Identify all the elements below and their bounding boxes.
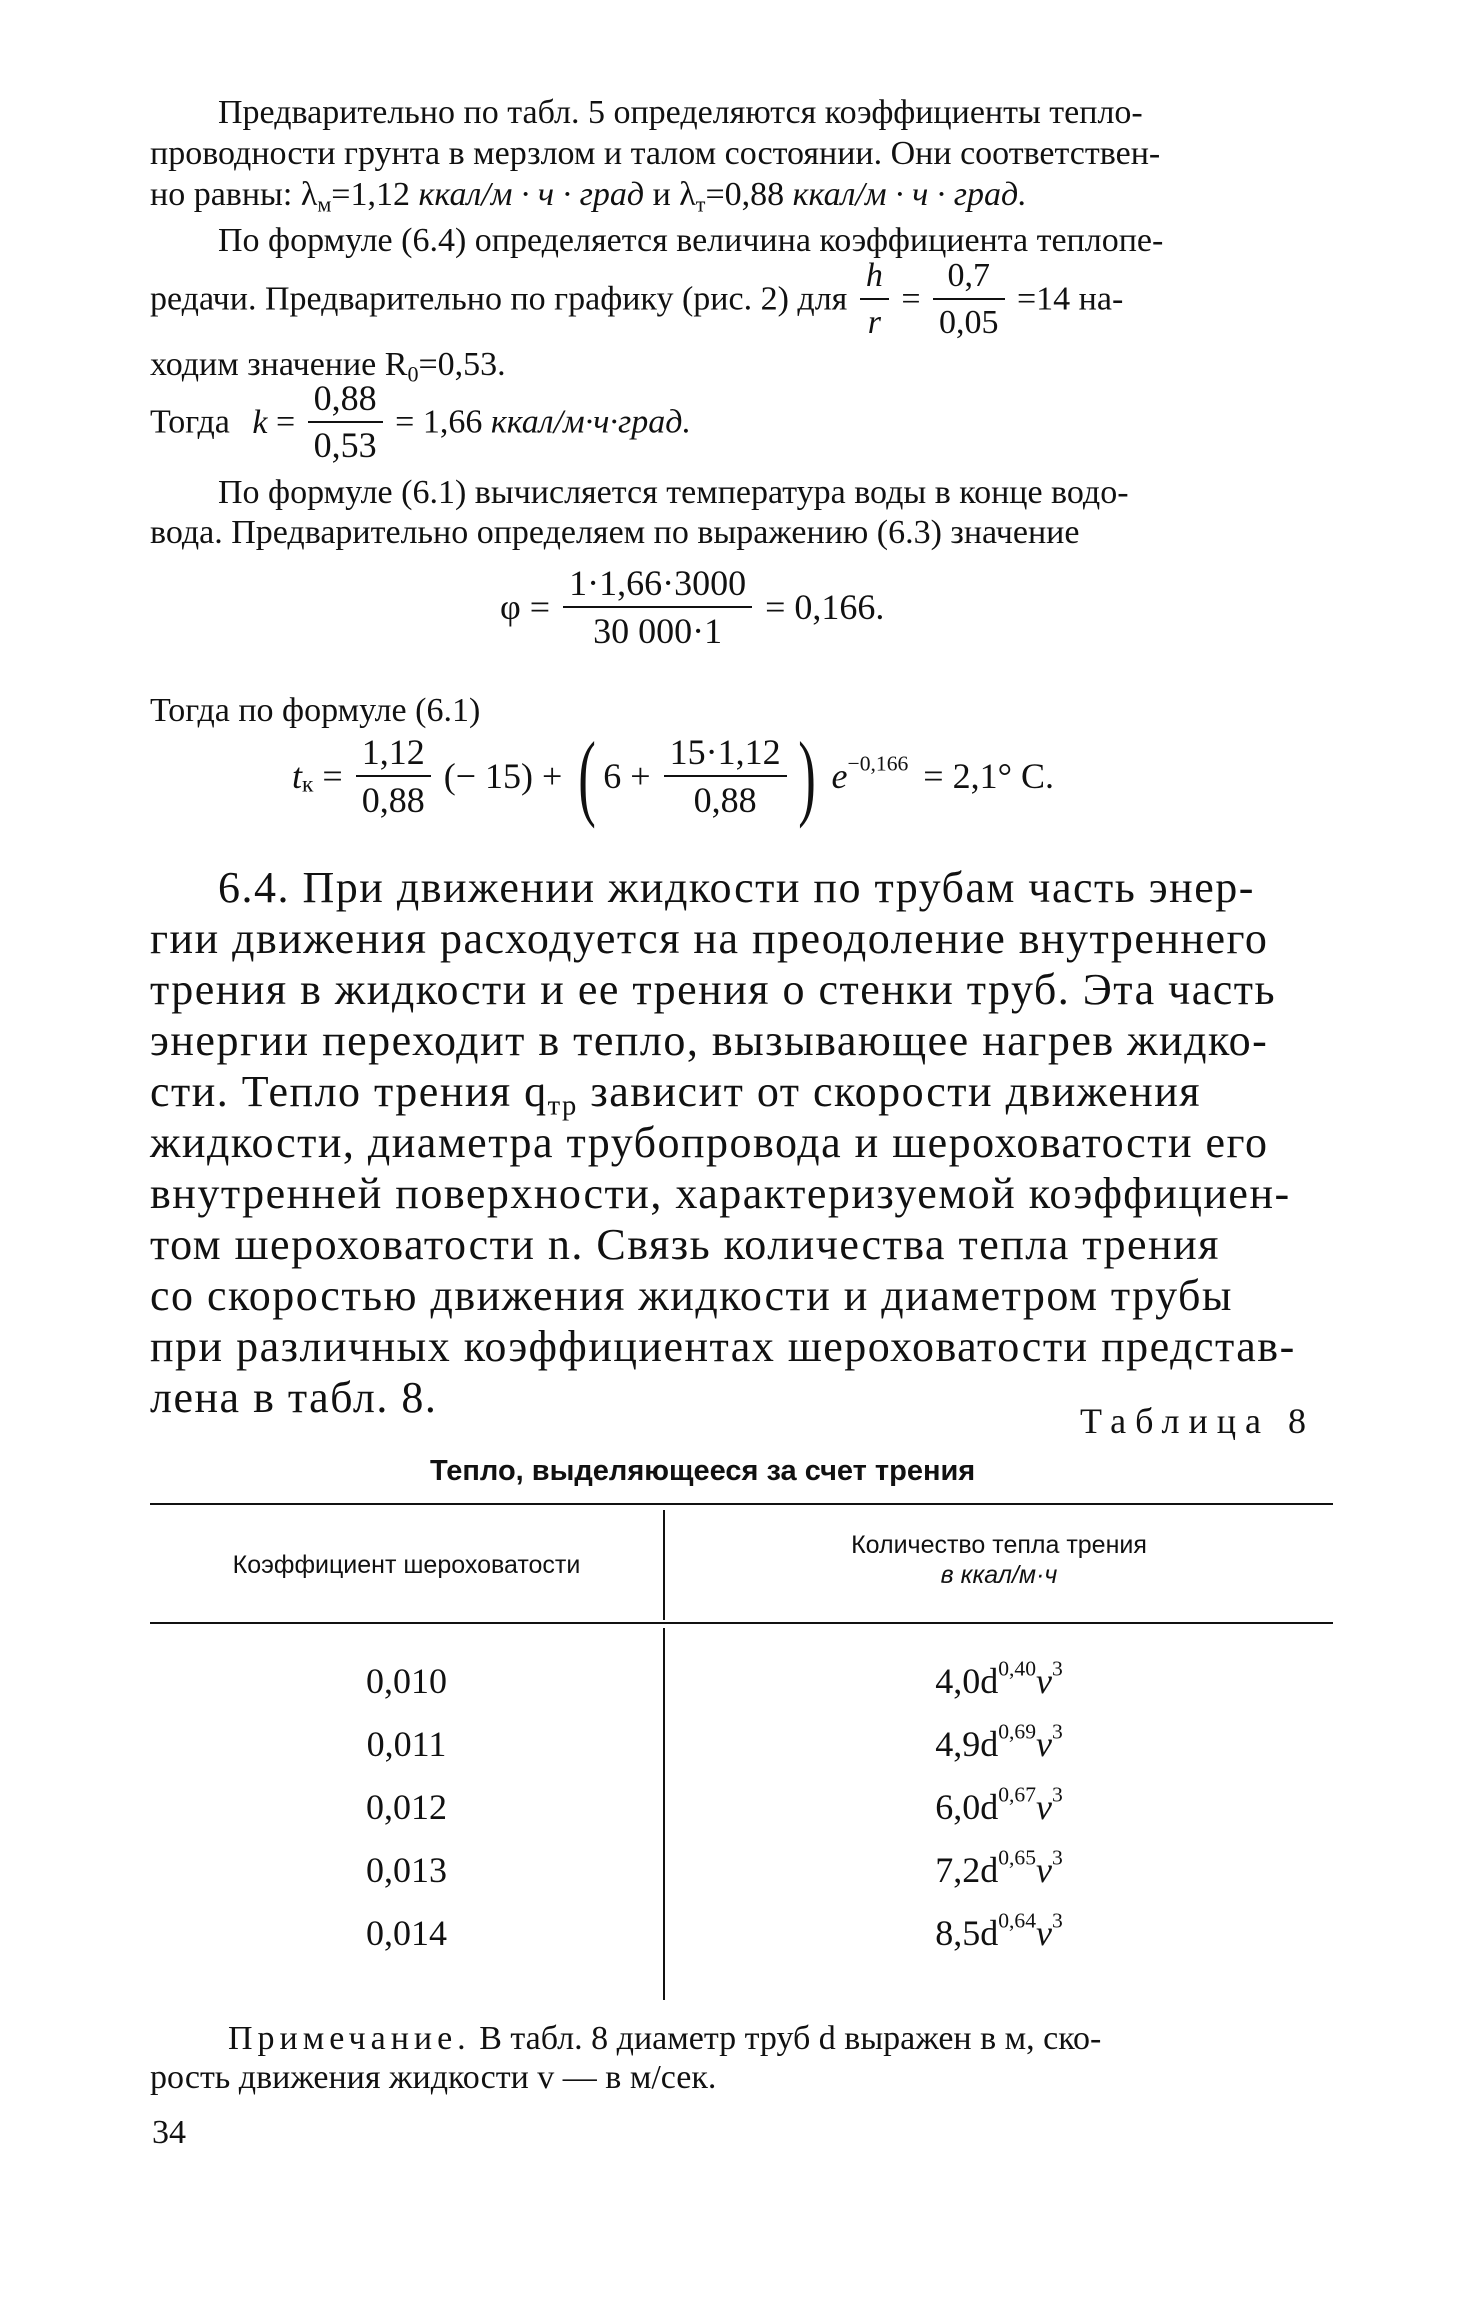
- section-line-2: гии движения расходуется на преодоление внутреннего: [150, 914, 1269, 963]
- section-line-3: трения в жидкости и ее трения о стенки труб. Эта часть: [150, 965, 1277, 1014]
- phi-formula: φ = $\frac{1\cdot 1,66\cdot 3000}{30 000\cdot 1}$ = 0,166.: [500, 563, 885, 651]
- table-header-rule: [150, 1622, 1333, 1624]
- section-line-4: энергии переходит в тепло, вызывающее нагрев жидко-: [150, 1016, 1269, 1065]
- table-top-rule: [150, 1503, 1333, 1505]
- para2-line2: редачи. Предварительно по графику (рис. 2) для $\frac{h}{r}$ = $\frac{0,7}{0,05}$ =14 на-: [150, 257, 1124, 341]
- para2-line3: ходим значение $R_0=0,53$.: [150, 346, 506, 387]
- table-row-5-coef: 0,014: [366, 1913, 447, 1953]
- table-row-5-heat: $8,5d^{0,64}v^3$: [935, 1908, 1063, 1953]
- table-label: Таблица 8: [1080, 1401, 1315, 1441]
- table-row-4-heat: $7,2d^{0,65}v^3$: [935, 1845, 1063, 1890]
- section-line-11: лена в табл. 8.: [150, 1373, 438, 1422]
- tk-fraction-2: $\frac{15\cdot 1,12}{0,88}$: [664, 731, 787, 821]
- section-line-7: внутренней поверхности, характеризуемой коэффициен-: [150, 1169, 1291, 1218]
- para1-line3: но равны: $\lambda_м=1,12$ ккал/м · ч · град и $\lambda_т=0,88$ ккал/м · ч · град.: [150, 176, 1027, 217]
- section-line-1: 6.4. При движении жидкости по трубам часть энер-: [218, 863, 1255, 912]
- table-row-2-heat: $4,9d^{0,69}v^3$: [935, 1719, 1063, 1764]
- table-row-1-coef: 0,010: [366, 1661, 447, 1701]
- para1-line1: Предварительно по табл. 5 определяются коэффициенты тепло-: [218, 94, 1143, 131]
- table-row-3-coef: 0,012: [366, 1787, 447, 1827]
- table-row-1-heat: $4,0d^{0,40}v^3$: [935, 1656, 1063, 1701]
- section-line-5: сти. Тепло трения $q_{тр}$ зависит от скорости движения: [150, 1067, 1201, 1122]
- fraction-088-over-053: $\frac{0,88}{0,53}$: [308, 378, 383, 466]
- para4-line2: вода. Предварительно определяем по выражению (6.3) значение: [150, 514, 1080, 551]
- table-row-2-coef: 0,011: [366, 1724, 447, 1764]
- table-title: Тепло, выделяющееся за счет трения: [430, 1455, 976, 1487]
- section-line-9: со скоростью движения жидкости и диаметром трубы: [150, 1271, 1233, 1320]
- section-line-10: при различных коэффициентах шероховатости представ-: [150, 1322, 1296, 1371]
- tk-fraction-1: $\frac{1,12}{0,88}$: [356, 731, 431, 821]
- k-formula: Тогда k = $\frac{0,88}{0,53}$ = 1,66 ккал/м·ч·град.: [150, 378, 691, 465]
- col-header-coefficient: Коэффициент шероховатости: [232, 1551, 581, 1579]
- note-line-2: рость движения жидкости v — в м/сек.: [150, 2059, 717, 2096]
- phi-fraction: $\frac{1\cdot 1,66\cdot 3000}{30 000\cdot 1}$: [563, 562, 752, 652]
- para1-line2: проводности грунта в мерзлом и талом состоянии. Они соответствен-: [150, 135, 1161, 172]
- note-line-1: Примечание. В табл. 8 диаметр труб d выражен в м, ско-: [228, 2020, 1102, 2057]
- tk-formula: $t_к$ = $\frac{1,12}{0,88}$ (− 15) + ( 6 + $\frac{15\cdot 1,12}{0,88}$ ) $e^{-0,166} = 2,1^\circ$ С.: [292, 722, 1055, 829]
- section-line-6: жидкости, диаметра трубопровода и шероховатости его: [150, 1118, 1269, 1167]
- fraction-h-over-r: $\frac{h}{r}$: [860, 255, 889, 343]
- col-header-heat: Количество тепла трения в ккал/м·ч: [851, 1531, 1147, 1589]
- page-number: 34: [152, 2114, 186, 2151]
- para2-line1: По формуле (6.4) определяется величина коэффициента теплопе-: [218, 222, 1164, 259]
- section-line-8: том шероховатости n. Связь количества тепла трения: [150, 1220, 1220, 1269]
- para4-line1: По формуле (6.1) вычисляется температура воды в конце водо-: [218, 474, 1129, 511]
- para5-line1: Тогда по формуле (6.1): [150, 692, 481, 729]
- fraction-07-over-005: $\frac{0,7}{0,05}$: [933, 255, 1005, 343]
- table-row-4-coef: 0,013: [366, 1850, 447, 1890]
- table-row-3-heat: $6,0d^{0,67}v^3$: [935, 1782, 1063, 1827]
